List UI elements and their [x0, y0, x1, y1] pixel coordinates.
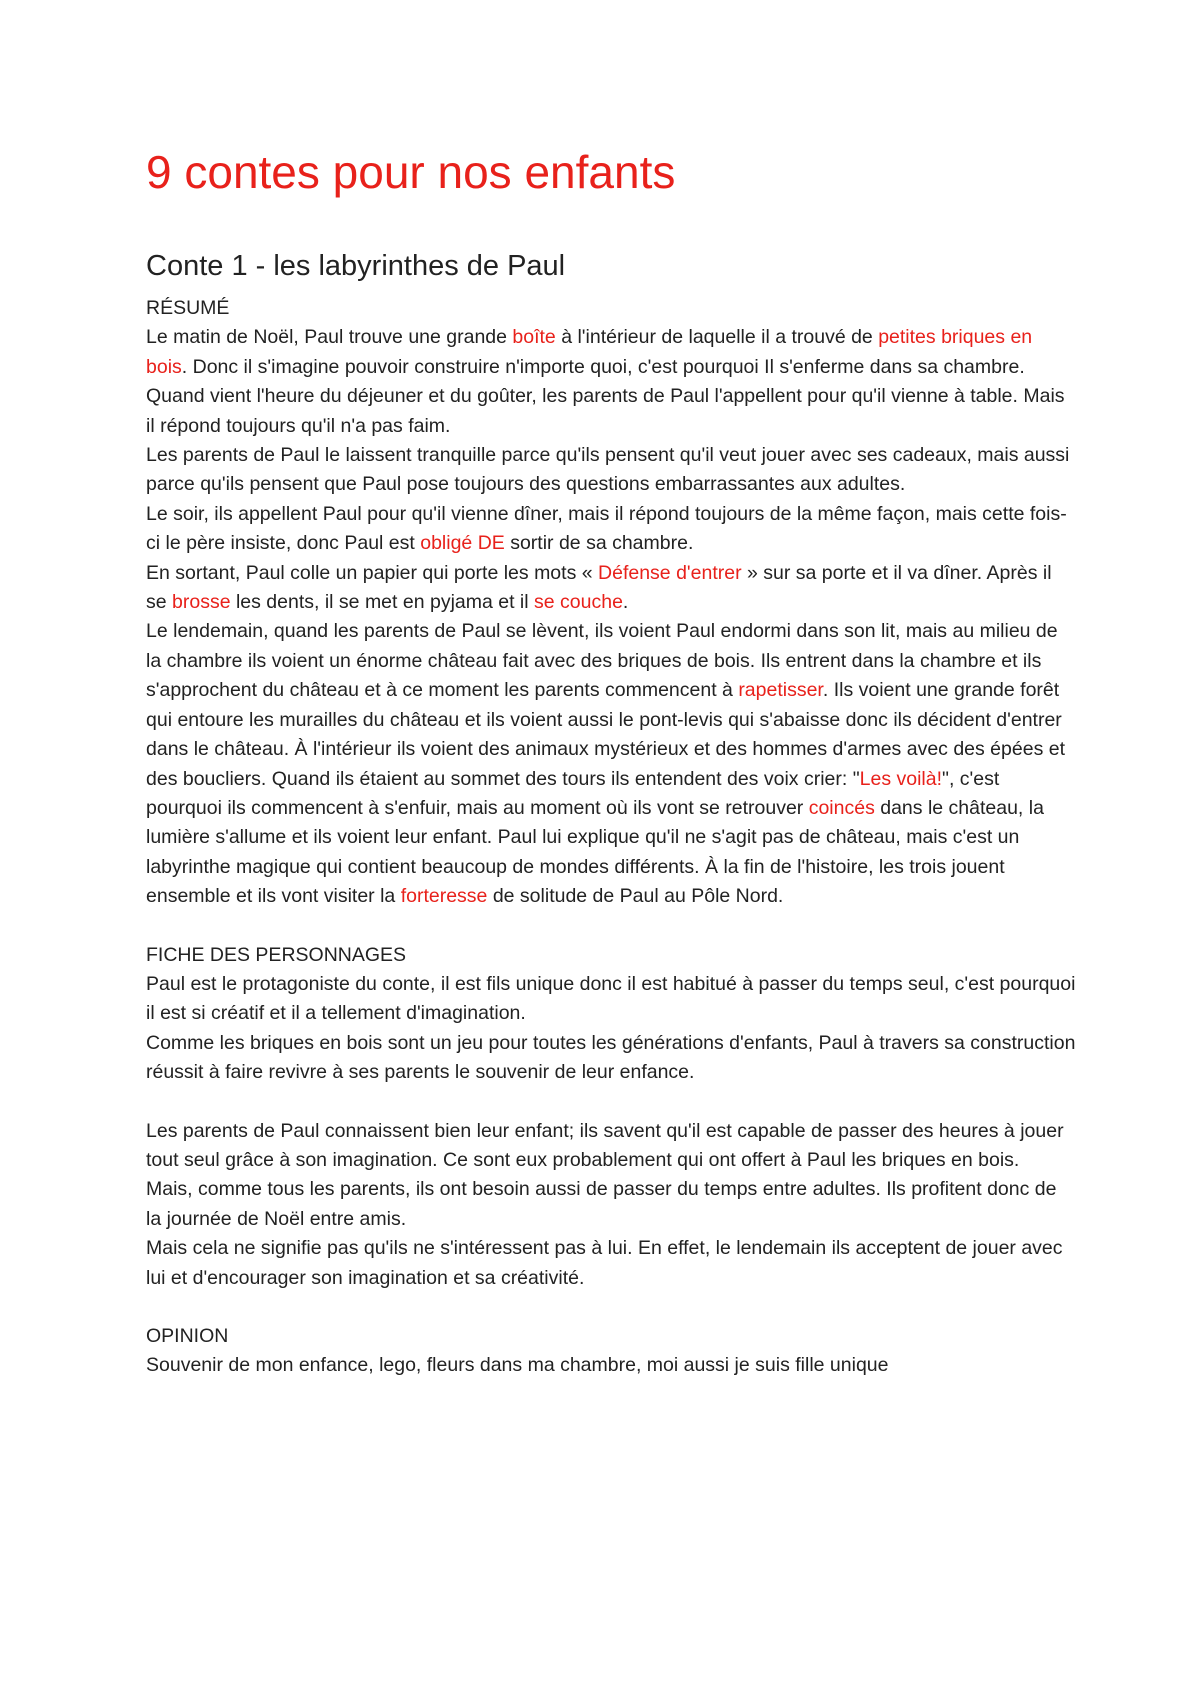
personnages-paragraph-2: Comme les briques en bois sont un jeu pour toutes les générations d'enfants, Paul à travers sa construction réussit à faire revivre à ses parents le souvenir de leur enfance.	[146, 1031, 1076, 1084]
resume-paragraph-1	[146, 323, 1076, 441]
personnages-paragraph-4: Mais, comme tous les parents, ils ont besoin aussi de passer du temps entre adultes. Ils profitent donc de la journée de Noël entre amis.	[146, 1178, 1057, 1230]
highlighted-word: petites briques en bois	[146, 326, 1033, 378]
highlighted-word: Les voilà!	[859, 767, 943, 790]
text-run: Le soir, ils appellent Paul pour qu'il vienne dîner, mais il répond toujours de la même façon, mais cette fois-ci le père insiste, donc Paul est	[146, 502, 1067, 555]
highlighted-word: brosse	[172, 591, 231, 614]
opinion-heading: OPINION	[146, 1325, 229, 1347]
text-run: sortir de sa chambre.	[504, 532, 694, 555]
highlighted-word: Défense d'entrer	[598, 561, 742, 584]
resume-heading: RÉSUMÉ	[146, 297, 230, 319]
spacer	[146, 1088, 1076, 1117]
resume-paragraph-4	[146, 559, 1076, 618]
personnages-heading: FICHE DES PERSONNAGES	[146, 943, 407, 966]
highlighted-word: coincés	[808, 796, 875, 819]
highlighted-word: se couche	[534, 591, 623, 614]
text-run: Le matin de Noël, Paul trouve une grande	[146, 326, 513, 349]
text-run: à l'intérieur de laquelle il a trouvé de	[555, 326, 879, 349]
resume-paragraph-2: Les parents de Paul le laissent tranquille parce qu'ils pensent qu'il veut jouer avec ses cadeaux, mais aussi parce qu'ils pensent que Paul pose toujours des questions embarrassantes aux adultes.	[146, 444, 1070, 496]
text-run: de solitude de Paul au Pôle Nord.	[487, 885, 784, 908]
text-run: .	[622, 591, 629, 614]
text-run: En sortant, Paul colle un papier qui porte les mots «	[146, 561, 599, 584]
text-run: Le lendemain, quand les parents de Paul se lèvent, ils voient Paul endormi dans son lit, mais au milieu de la chambre ils voient un énorme château fait avec des briques de bois. Ils entrent dans la chambre et ils s'approchent du château et à ce moment les parents commencent à	[146, 620, 1058, 702]
text-run: dans le château, la lumière s'allume et ils voient leur enfant. Paul lui explique qu'il ne s'agit pas de château, mais c'est un labyrinthe magique qui contient beaucoup de mondes différents. À la fin de l'histoire, les trois jouent ensemble et ils vont visiter la	[146, 796, 1044, 908]
personnages-section	[146, 941, 1076, 1293]
document-page	[146, 140, 1076, 1381]
spacer	[146, 912, 1076, 941]
text-run: . Donc il s'imagine pouvoir construire n'importe quoi, c'est pourquoi Il s'enferme dans sa chambre. Quand vient l'heure du déjeuner et du goûter, les parents de Paul l'appellent pour qu'il vienne à table. Mais il répond toujours qu'il n'a pas faim.	[146, 355, 1065, 437]
highlighted-word: obligé DE	[420, 532, 505, 555]
opinion-section	[146, 1322, 1076, 1381]
text-run: les dents, il se met en pyjama et il	[230, 591, 535, 614]
personnages-paragraph-5: Mais cela ne signifie pas qu'ils ne s'intéressent pas à lui. En effet, le lendemain ils acceptent de jouer avec lui et d'encourager son imagination et sa créativité.	[146, 1237, 1063, 1289]
text-run: . Ils voient une grande forêt qui entoure les murailles du château et ils voient aussi le pont-levis qui s'abaisse donc ils décident d'entrer dans le château. À l'intérieur ils voient des animaux mystérieux et des hommes d'armes avec des épées et des boucliers. Quand ils étaient au sommet des tours ils entendent des voix crier: "	[146, 679, 1065, 790]
opinion-paragraph-1: Souvenir de mon enfance, lego, fleurs dans ma chambre, moi aussi je suis fille unique	[146, 1354, 889, 1377]
personnages-paragraph-1: Paul est le protagoniste du conte, il est fils unique donc il est habitué à passer du temps seul, c'est pourquoi il est si créatif et il a tellement d'imagination.	[146, 972, 1076, 1025]
text-run: ", c'est pourquoi ils commencent à s'enfuir, mais au moment où ils vont se retrouver	[146, 767, 1000, 819]
highlighted-word: forteresse	[400, 885, 488, 908]
resume-section	[146, 294, 1076, 912]
resume-paragraph-3	[146, 500, 1076, 559]
highlighted-word: rapetisser	[738, 679, 823, 702]
document-title: 9 contes pour nos enfants	[146, 146, 676, 198]
highlighted-word: boîte	[512, 326, 556, 349]
story-title: Conte 1 - les labyrinthes de Paul	[146, 250, 566, 282]
resume-paragraph-5	[146, 617, 1076, 911]
spacer	[146, 1293, 1076, 1322]
text-run: » sur sa porte et il va dîner. Après il se	[146, 561, 1052, 614]
personnages-paragraph-3: Les parents de Paul connaissent bien leur enfant; ils savent qu'il est capable de passer des heures à jouer tout seul grâce à son imagination. Ce sont eux probablement qui ont offert à Paul les briques en bois.	[146, 1119, 1064, 1171]
